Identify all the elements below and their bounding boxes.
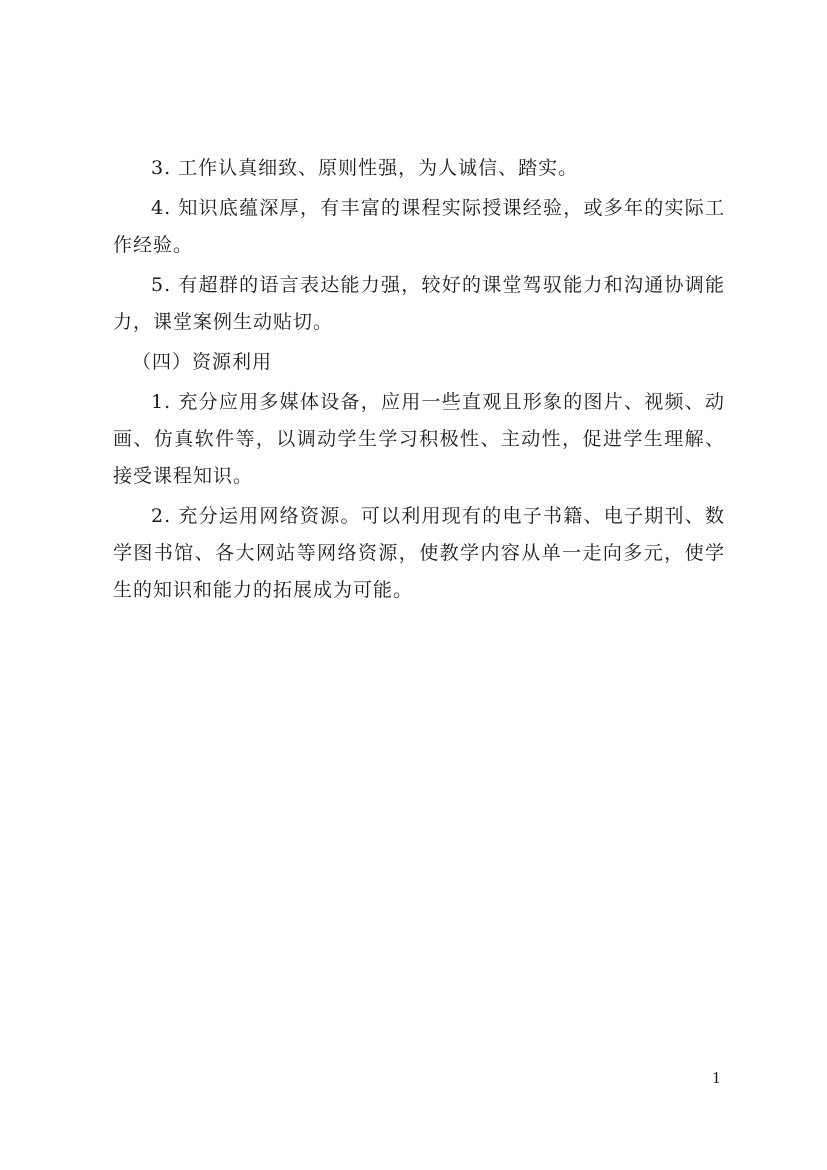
page-number: 1: [712, 1068, 721, 1087]
resource-item-2: 2. 充分运用网络资源。可以利用现有的电子书籍、电子期刊、数学图书馆、各大网站等网络资源，使教学内容从单一走向多元，使学生的知识和能力的拓展成为可能。: [113, 505, 725, 601]
document-body: [113, 150, 725, 612]
resource-item-1: 1. 充分应用多媒体设备，应用一些直观且形象的图片、视频、动画、仿真软件等，以调动学生学习积极性、主动性，促进学生理解、接受课程知识。: [113, 391, 725, 487]
requirement-item-5: 5. 有超群的语言表达能力强，较好的课堂驾驭能力和沟通协调能力，课堂案例生动贴切。: [113, 274, 725, 333]
requirement-item-4: 4. 知识底蕴深厚，有丰富的课程实际授课经验，或多年的实际工作经验。: [113, 197, 725, 256]
section-heading-resources: （四）资源利用: [132, 351, 273, 373]
requirement-item-3: 3. 工作认真细致、原则性强，为人诚信、踏实。: [151, 157, 579, 179]
